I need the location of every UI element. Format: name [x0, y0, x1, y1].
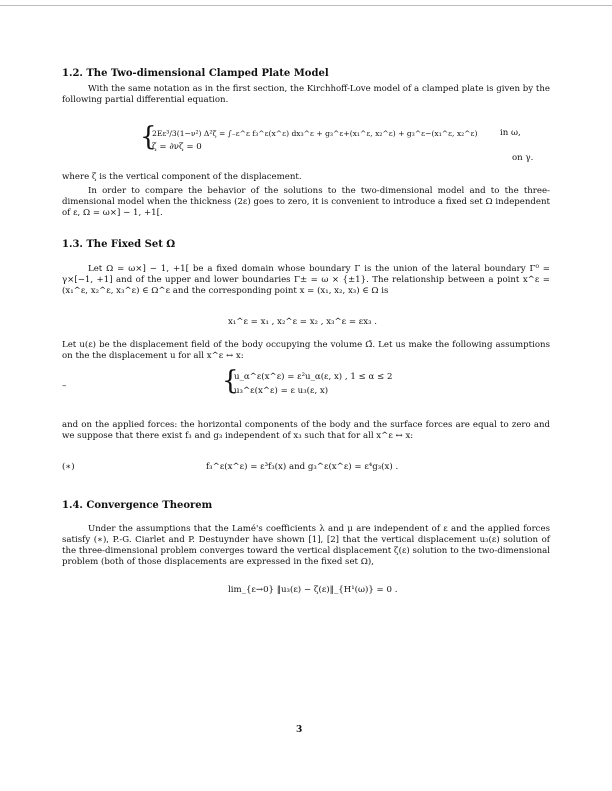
equation-condition: on γ.: [512, 153, 534, 163]
paragraph: Under the assumptions that the Lamé's coefficients λ and μ are independent of ε and the applied forces satisfy (∗), P.-G. Ciarlet and P. Destuynder have shown [1], [2] that the vertical displacement u₃(ε) solution of the three-dimensional problem converges toward the vertical displacement ζ(ε) solution to the two-dimensional problem (both of those displacements are expressed in the fixed set Ω),: [62, 524, 550, 567]
equation-line: 2Eε³/3(1−ν²) Δ²ζ = ∫₋ε^ε f₃^ε(x^ε) dx₃^ε + g₃^ε+(x₁^ε, x₂^ε) + g₃^ε−(x₁^ε, x₂^ε): [152, 129, 478, 138]
equation-line: lim_{ε→0} ‖u₃(ε) − ζ(ε)‖_{H¹(ω)} = 0 .: [228, 585, 398, 595]
paragraph: where ζ is the vertical component of the displacement.: [62, 172, 302, 182]
equation-condition: in ω,: [500, 128, 521, 138]
equation-line: u_α^ε(x^ε) = ε²u_α(ε, x) , 1 ≤ α ≤ 2: [234, 372, 393, 382]
section-heading-1-4: 1.4. Convergence Theorem: [62, 500, 213, 511]
section-heading-1-2: 1.2. The Two-dimensional Clamped Plate Model: [62, 68, 329, 79]
equation-brace: {: [140, 122, 157, 152]
margin-dash: –: [62, 381, 67, 391]
paragraph: Let Ω = ω×] − 1, +1[ be a fixed domain whose boundary Γ is the union of the lateral boundary Γ⁰ = γ×[−1, +1] and of the upper and lower boundaries Γ± = ω × {±1}. The relationship between a point x^ε = (x₁^ε, x₂^ε, x₃^ε) ∈ Ω^ε and the corresponding point x = (x₁, x₂, x₃) ∈ Ω is: [62, 264, 550, 296]
top-rule: [0, 5, 612, 6]
equation-line: ζ = ∂νζ = 0: [152, 142, 202, 152]
section-heading-1-3: 1.3. The Fixed Set Ω: [62, 239, 176, 250]
paragraph: Let u(ε) be the displacement field of the body occupying the volume Ω̄. Let us make the following assumptions on the the displacement u for all x^ε ↔ x:: [62, 340, 550, 361]
equation-line: x₁^ε = x₁ , x₂^ε = x₂ , x₃^ε = εx₃ .: [228, 317, 378, 327]
paragraph: With the same notation as in the first section, the Kirchhoff-Love model of a clamped plate is given by the following partial differential equation.: [62, 84, 550, 105]
paragraph: In order to compare the behavior of the solutions to the two-dimensional model and to the three-dimensional model when the thickness (2ε) goes to zero, it is convenient to introduce a fixed set Ω independent of ε, Ω = ω×] − 1, +1[.: [62, 186, 550, 218]
page-number: 3: [296, 725, 303, 735]
equation-label: (∗): [62, 462, 75, 472]
equation-line: u₃^ε(x^ε) = ε u₃(ε, x): [234, 386, 329, 396]
equation-line: f₃^ε(x^ε) = ε³f₃(x) and g₃^ε(x^ε) = ε⁴g₃(x) .: [206, 462, 399, 472]
paragraph: and on the applied forces: the horizontal components of the body and the surface forces are equal to zero and we suppose that there exist f₃ and g₃ independent of x₃ such that for all x^ε ↔ x:: [62, 420, 550, 441]
equation-brace: {: [222, 366, 239, 396]
